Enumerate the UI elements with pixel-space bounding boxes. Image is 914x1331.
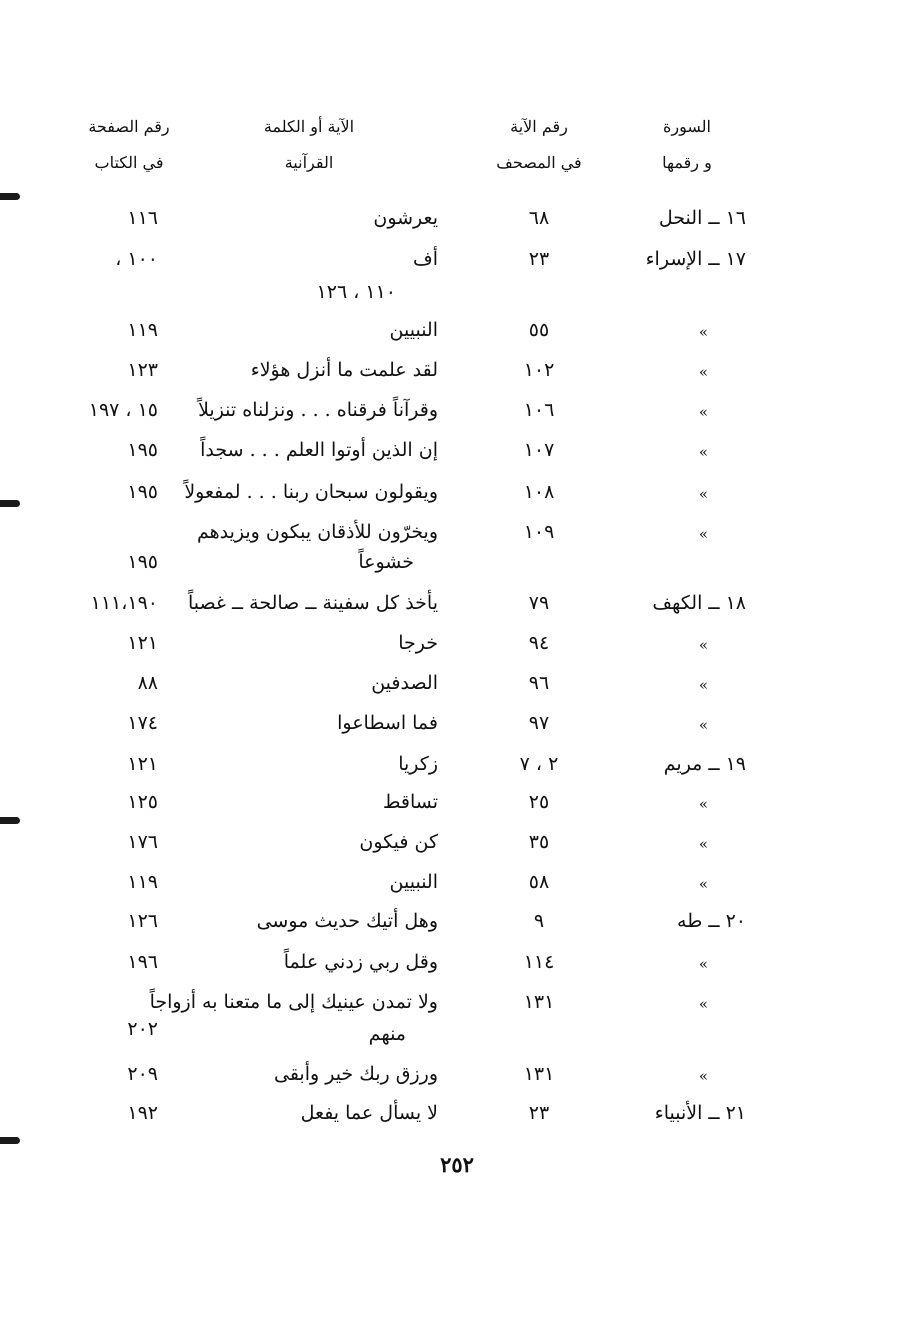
surah-cell: ٢١ ــ الأنبياء: [654, 1102, 746, 1124]
ditto-mark: »: [698, 403, 708, 421]
binding-mark: [0, 817, 20, 824]
page-number-cell: ١٥ ، ١٩٧: [88, 399, 158, 421]
ditto-mark: »: [698, 995, 708, 1013]
surah-cell: ١٨ ــ الكهف: [652, 592, 746, 614]
ayah-number-cell: ١٠٧: [523, 439, 555, 461]
ayah-number-cell: ٦٨: [528, 207, 550, 229]
header-ayah-number-line1: رقم الآية: [510, 117, 568, 136]
header-ayah-word-line2: القرآنية: [284, 153, 334, 172]
ditto-mark: »: [698, 835, 708, 853]
binding-mark: [0, 1137, 20, 1144]
ayah-number-cell: ٣٥: [528, 831, 550, 853]
ayah-number-cell: ٥٥: [528, 319, 550, 341]
ayah-number-cell: ٩: [533, 910, 545, 932]
page-number-cell: ١١٩: [127, 319, 158, 341]
page-number-cell: ١٩٥: [127, 439, 158, 461]
ayah-word-cell: الصدفين: [371, 672, 438, 694]
ayah-number-cell: ٢ ، ٧: [519, 753, 559, 775]
ditto-mark: »: [698, 676, 708, 694]
surah-cell: ١٩ ــ مريم: [663, 753, 746, 775]
ditto-mark: »: [698, 716, 708, 734]
page-number-cell: ٢٠٩: [127, 1063, 158, 1085]
page-number-continuation: ١١٠ ، ١٢٦: [316, 281, 396, 303]
ayah-word-continuation: منهم: [368, 1023, 406, 1045]
page-number-cell: ١٢٥: [127, 791, 158, 813]
ayah-number-cell: ٧٩: [528, 592, 550, 614]
ayah-number-cell: ٥٨: [528, 871, 550, 893]
ayah-word-cell: فما اسطاعوا: [337, 712, 438, 734]
page-number-cell: ١٢٣: [127, 359, 158, 381]
ayah-word-cell: يأخذ كل سفينة ــ صالحة ــ غصباً: [187, 592, 438, 614]
ditto-mark: »: [698, 485, 708, 503]
header-ayah-number-line2: في المصحف: [496, 153, 582, 172]
ayah-word-cell: ويخرّون للأذقان يبكون ويزيدهم: [196, 521, 438, 543]
ayah-number-cell: ٢٣: [528, 1102, 550, 1124]
ayah-word-cell: لقد علمت ما أنزل هؤلاء: [250, 359, 438, 381]
ayah-number-cell: ١١٤: [523, 951, 555, 973]
ayah-word-cell: ويقولون سبحان ربنا . . . لمفعولاً: [184, 481, 438, 503]
page-number-cell: ٨٨: [137, 672, 158, 694]
header-surah-line1: السورة: [663, 117, 711, 136]
ayah-word-cell: ورزق ربك خير وأبقى: [273, 1063, 438, 1085]
page-number-cell: ١١١،١٩٠: [90, 592, 158, 614]
page-number-cell: ١٠٠ ،: [115, 248, 158, 270]
ayah-number-cell: ٩٦: [528, 672, 550, 694]
surah-cell: ١٧ ــ الإسراء: [645, 248, 746, 270]
ayah-number-cell: ٢٥: [528, 791, 550, 813]
ditto-mark: »: [698, 636, 708, 654]
page-number-cell: ٢٠٢: [127, 1018, 158, 1040]
ayah-word-cell: لا يسأل عما يفعل: [300, 1102, 438, 1124]
header-page-number-line1: رقم الصفحة: [88, 117, 170, 136]
ayah-number-cell: ١٣١: [523, 991, 555, 1013]
ayah-word-cell: أف: [413, 248, 438, 270]
ayah-word-cell: ولا تمدن عينيك إلى ما متعنا به أزواجاً: [149, 991, 438, 1013]
page-number-cell: ١٧٦: [127, 831, 158, 853]
ayah-word-cell: يعرشون: [373, 207, 438, 229]
page-number-cell: ١٧٤: [127, 712, 158, 734]
page-number-cell: ١٩٦: [127, 951, 158, 973]
ayah-number-cell: ٩٤: [528, 632, 550, 654]
ayah-word-cell: النبيين: [389, 871, 438, 893]
ayah-word-cell: تساقط: [382, 791, 438, 813]
surah-cell: ٢٠ ــ طه: [677, 910, 746, 932]
page-number-cell: ١٩٥: [127, 481, 158, 503]
page-number-cell: ١١٩: [127, 871, 158, 893]
ditto-mark: »: [698, 323, 708, 341]
ayah-word-cell: وقل ربي زدني علماً: [283, 951, 438, 973]
ayah-number-cell: ٩٧: [528, 712, 550, 734]
ditto-mark: »: [698, 955, 708, 973]
ayah-number-cell: ١٠٦: [523, 399, 555, 421]
ayah-word-cell: النبيين: [389, 319, 438, 341]
ayah-number-cell: ١٠٩: [523, 521, 555, 543]
page-number-cell: ١٩٢: [127, 1102, 158, 1124]
ayah-word-cell: كن فيكون: [359, 831, 438, 853]
binding-mark: [0, 193, 20, 200]
ayah-number-cell: ٢٣: [528, 248, 550, 270]
ayah-word-cell: زكريا: [398, 753, 438, 775]
ayah-word-continuation: خشوعاً: [358, 551, 414, 573]
ayah-word-cell: إن الذين أوتوا العلم . . . سجداً: [200, 439, 438, 461]
page-number: ٢٥٢: [440, 1152, 474, 1177]
header-surah-line2: و رقمها: [662, 153, 712, 172]
ayah-word-cell: وقرآناً فرقناه . . . ونزلناه تنزيلاً: [198, 399, 438, 421]
ayah-number-cell: ١٠٢: [523, 359, 555, 381]
ditto-mark: »: [698, 795, 708, 813]
header-ayah-word-line1: الآية أو الكلمة: [263, 117, 355, 136]
page-number-cell: ١٢١: [127, 632, 158, 654]
ditto-mark: »: [698, 363, 708, 381]
ayah-number-cell: ١٠٨: [523, 481, 555, 503]
surah-cell: ١٦ ــ النحل: [658, 207, 746, 229]
ayah-number-cell: ١٣١: [523, 1063, 555, 1085]
ditto-mark: »: [698, 875, 708, 893]
page-number-cell: ١٩٥: [127, 551, 158, 573]
page-number-cell: ١٢١: [127, 753, 158, 775]
ditto-mark: »: [698, 443, 708, 461]
ayah-word-cell: وهل أتيك حديث موسى: [256, 910, 438, 932]
ayah-word-cell: خرجا: [398, 632, 438, 654]
ditto-mark: »: [698, 1067, 708, 1085]
binding-mark: [0, 500, 20, 507]
header-page-number-line2: في الكتاب: [94, 153, 164, 172]
page-number-cell: ١٢٦: [127, 910, 158, 932]
page-number-cell: ١١٦: [127, 207, 158, 229]
ditto-mark: »: [698, 525, 708, 543]
